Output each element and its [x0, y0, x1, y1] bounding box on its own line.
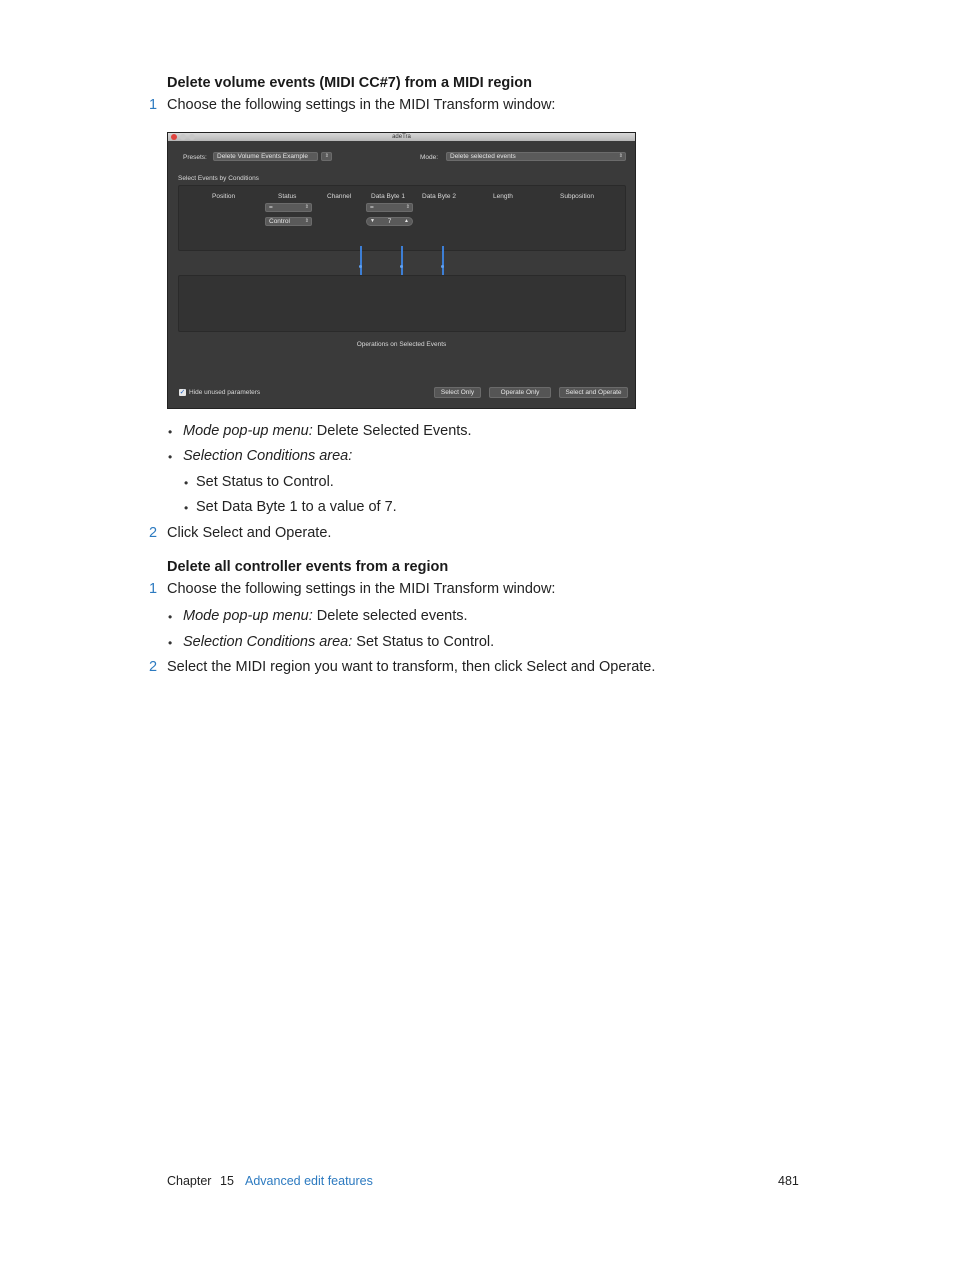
connector-dot	[359, 265, 362, 268]
list-item: Set Data Byte 1 to a value of 7.	[196, 499, 397, 515]
chevron-updown-icon: ⇕	[405, 204, 410, 210]
byte1-value-field: ▼ 7 ▲	[366, 217, 413, 226]
step-number: 1	[149, 97, 158, 113]
connector-dot	[441, 265, 444, 268]
column-position: Position	[212, 193, 236, 200]
bullet-marker: •	[168, 450, 173, 464]
conditions-panel	[178, 185, 626, 251]
window-title: adeTra	[392, 134, 411, 140]
column-status: Status	[278, 193, 297, 200]
midi-transform-window-screenshot	[167, 132, 636, 409]
chapter-title-link[interactable]: Advanced edit features	[245, 1174, 373, 1188]
chapter-number: 15	[220, 1174, 234, 1188]
chevron-updown-icon: ⇕	[304, 218, 309, 224]
chevron-updown-icon: ⇕	[324, 153, 329, 159]
bullet-marker: •	[168, 610, 173, 624]
status-value-popup: Control ⇕	[265, 217, 312, 226]
step-number: 1	[149, 581, 158, 597]
step-text: Choose the following settings in the MIDI Transform window:	[167, 97, 556, 113]
arrow-up-icon: ▲	[404, 218, 409, 224]
column-channel: Channel	[327, 193, 352, 200]
chevron-updown-icon: ⇕	[304, 204, 309, 210]
bullet-marker: •	[168, 425, 173, 439]
step-text: Choose the following settings in the MIDI Transform window:	[167, 581, 556, 597]
step-text: Select the MIDI region you want to transform, then click Select and Operate.	[167, 659, 656, 675]
chevron-updown-icon: ⇕	[618, 153, 623, 159]
select-events-label: Select Events by Conditions	[178, 175, 259, 182]
operate-only-button: Operate Only	[489, 387, 551, 398]
operations-label: Operations on Selected Events	[356, 341, 447, 348]
step-text: Click Select and Operate.	[167, 525, 332, 541]
chapter-label: Chapter	[167, 1174, 212, 1188]
status-operator-popup: = ⇕	[265, 203, 312, 212]
byte1-operator-popup: = ⇕	[366, 203, 413, 212]
section-heading-volume-events: Delete volume events (MIDI CC#7) from a MIDI region	[167, 75, 532, 91]
presets-label: Presets:	[183, 154, 207, 161]
window-titlebar	[168, 133, 635, 141]
step-number: 2	[149, 659, 158, 675]
connector-dot	[400, 265, 403, 268]
list-item: Selection Conditions area:	[183, 448, 353, 464]
presets-popup: Delete Volume Events Example	[213, 152, 318, 161]
bullet-marker: •	[168, 636, 173, 650]
column-length: Length	[493, 193, 513, 200]
column-data-byte-2: Data Byte 2	[422, 193, 456, 200]
checkmark-icon: ✓	[179, 389, 186, 396]
list-item: Selection Conditions area: Set Status to Control.	[183, 634, 495, 650]
list-item: Mode pop-up menu: Delete selected events.	[183, 608, 468, 624]
bullet-marker: •	[184, 476, 189, 490]
page-number: 481	[778, 1174, 799, 1188]
select-only-button: Select Only	[434, 387, 481, 398]
hide-unused-label: Hide unused parameters	[189, 389, 261, 396]
list-item: Mode pop-up menu: Delete Selected Events.	[183, 423, 472, 439]
column-data-byte-1: Data Byte 1	[371, 193, 405, 200]
list-item: Set Status to Control.	[196, 474, 334, 490]
mode-popup: Delete selected events ⇕	[446, 152, 626, 161]
mode-label: Mode:	[420, 154, 439, 161]
step-number: 2	[149, 525, 158, 541]
arrow-down-icon: ▼	[370, 218, 375, 224]
section-heading-controller-events: Delete all controller events from a region	[167, 559, 449, 575]
select-and-operate-button: Select and Operate	[559, 387, 628, 398]
presets-stepper	[321, 152, 332, 161]
operations-panel	[178, 275, 626, 332]
column-subposition: Subposition	[560, 193, 594, 200]
bullet-marker: •	[184, 501, 189, 515]
